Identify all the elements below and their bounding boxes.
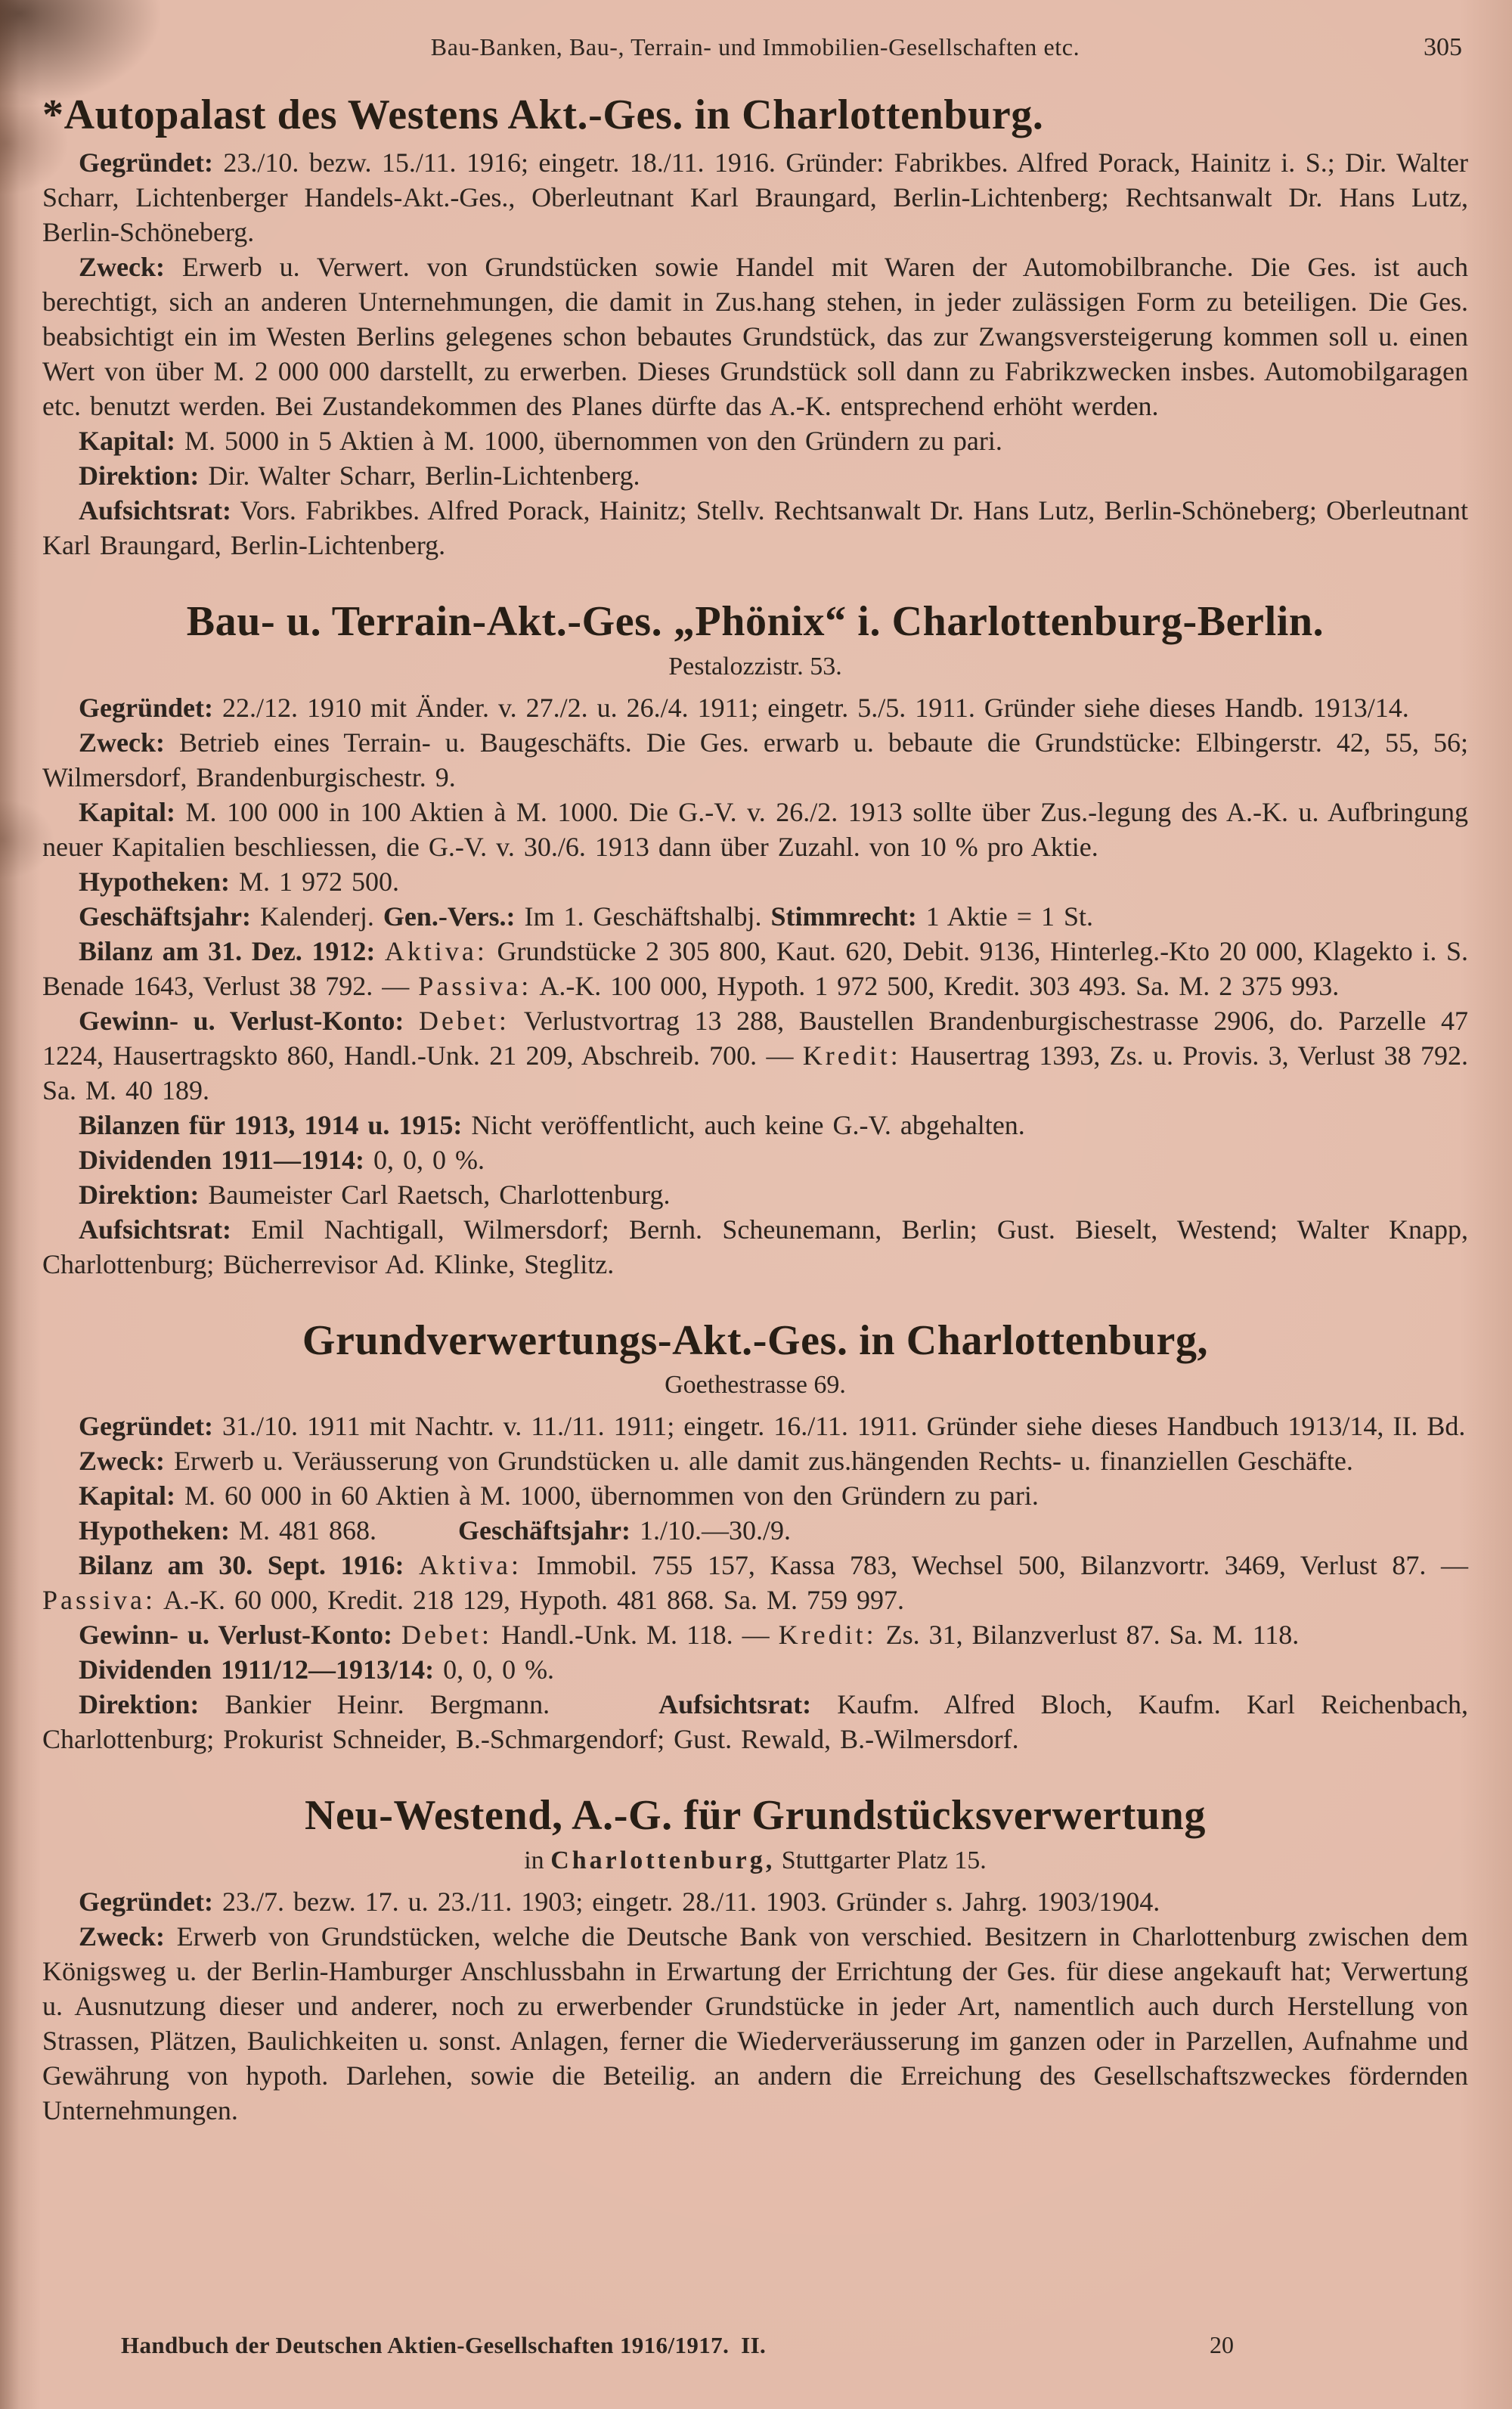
field-label: Aufsichtsrat: [79, 1214, 231, 1245]
text-run: Baumeister Carl Raetsch, Charlottenburg. [199, 1179, 671, 1210]
text-run [392, 1620, 401, 1650]
text-run: M. 481 868. [230, 1515, 459, 1546]
text-run: M. 5000 in 5 Aktien à M. 1000, übernommen von den Gründern zu pari. [175, 426, 1002, 457]
field-label: Gegründet: [79, 1886, 213, 1917]
text-run: 0, 0, 0 %. [434, 1654, 555, 1685]
text-run: Kalenderj. [250, 901, 383, 932]
text-run: Hausertrag 1393, Zs. u. Provis. 3, Verlust 38 792. Sa. M. 40 189. [42, 1040, 1468, 1105]
subfield-label: Aktiva: [384, 935, 488, 966]
text-run: 22./12. 1910 mit Änder. v. 27./2. u. 26./4. 1911; eingetr. 5./5. 1911. Gründer siehe dieses Handb. 1913/14. [212, 692, 1409, 723]
field-label: Geschäftsjahr: [458, 1515, 631, 1546]
text-run [375, 936, 385, 966]
entry-heading: *Autopalast des Westens Akt.-Ges. in Charlottenburg. [42, 91, 1044, 138]
field-label: Bilanzen für 1913, 1914 u. 1915: [79, 1109, 463, 1140]
text-run: Handl.-Unk. M. 118. — [492, 1620, 779, 1651]
text-run: Stuttgarter Platz 15. [775, 1846, 987, 1874]
field-label: Gegründet: [79, 147, 213, 178]
text-run: Nicht veröffentlicht, auch keine G.-V. abgehalten. [462, 1109, 1025, 1140]
entry-paragraph [42, 458, 1468, 493]
footer-title: Handbuch der Deutschen Aktien-Gesellschaften 1916/1917. II. [121, 2332, 767, 2358]
field-label: Direktion: [79, 1689, 200, 1720]
entry-address [42, 653, 1468, 681]
page-header [42, 33, 1468, 71]
field-label: Zweck: [79, 727, 165, 758]
text-run: Emil Nachtigall, Wilmersdorf; Bernh. Scheunemann, Berlin; Gust. Bieselt, Westend; Walter Knapp, Charlottenburg; Bücherrevisor Ad. Klinke, Steglitz. [42, 1214, 1468, 1279]
entry-paragraph [42, 934, 1468, 1003]
entry-paragraph [42, 1409, 1468, 1443]
page-number: 305 [1424, 33, 1462, 61]
company-entry-autopalast-des-westens [42, 91, 1468, 563]
entry-paragraph [42, 1003, 1468, 1108]
text-run: Erwerb u. Verwert. von Grundstücken sowie Handel mit Waren der Automobilbranche. Die Ges. ist auch berechtigt, sich an anderen Unternehmungen, die damit in Zus.hang stehen, in jeder zulässigen Form zu beteiligen. Die Ges. beabsichtigt ein im Westen Berlins gelegenes schon bebautes Grundstück, das zur Zwangsversteigerung kommen soll u. einen Wert von über M. 2 000 000 darstellt, zu erwerben. Dieses Grundstück soll dann zu Fabrikzwecken insbes. Automobilgaragen etc. benutzt werden. Bei Zustandekommen des Planes dürfte das A.-K. entsprechend erhöht werden. [42, 252, 1468, 422]
text-run: Goethestrasse 69. [665, 1371, 846, 1400]
field-label: Hypotheken: [79, 866, 231, 897]
field-label: Geschäftsjahr: [79, 901, 251, 932]
text-run: A.-K. 60 000, Kredit. 218 129, Hypoth. 481 868. Sa. M. 759 997. [156, 1585, 904, 1616]
entry-paragraph [42, 1142, 1468, 1177]
field-label: Zweck: [79, 252, 165, 283]
text-run: Zs. 31, Bilanzverlust 87. Sa. M. 118. [876, 1620, 1300, 1651]
field-label: Aufsichtsrat: [79, 495, 231, 526]
entry-paragraph [42, 899, 1468, 934]
field-label: Dividenden 1911/12—1913/14: [79, 1654, 435, 1685]
field-label: Gegründet: [79, 1411, 213, 1442]
subfield-label: Aktiva: [419, 1550, 522, 1581]
entry-paragraph [42, 1513, 1468, 1548]
entry-paragraph [42, 1212, 1468, 1282]
field-label: Aufsichtsrat: [658, 1689, 812, 1720]
field-label: Bilanz am 30. Sept. 1916: [79, 1550, 404, 1581]
entry-heading: Neu-Westend, A.-G. für Grundstücksverwertung [304, 1792, 1207, 1840]
entry-heading: Grundverwertungs-Akt.-Ges. in Charlottenburg, [302, 1316, 1209, 1364]
subfield-label: Debet: [418, 1005, 510, 1036]
text-run: A.-K. 100 000, Hypoth. 1 972 500, Kredit. 303 493. Sa. M. 2 375 993. [531, 970, 1340, 1001]
field-label: Hypotheken: [79, 1515, 231, 1546]
field-label: Stimmrecht: [770, 901, 917, 932]
text-run: Im 1. Geschäftshalbj. [515, 901, 771, 932]
field-label: Kapital: [79, 426, 176, 457]
entry-paragraph [42, 1652, 1468, 1687]
page-footer [42, 2331, 1470, 2359]
text-run: M. 100 000 in 100 Aktien à M. 1000. Die G.-V. v. 26./2. 1913 sollte über Zus.-legung des A.-K. u. Aufbringung neuer Kapitalien beschliessen, die G.-V. v. 30./6. 1913 dann über Zuzahl. von 10 % pro Aktie. [42, 796, 1468, 862]
company-entry-grundverwertungs [42, 1316, 1468, 1756]
text-run [404, 1550, 419, 1580]
running-title: Bau-Banken, Bau-, Terrain- und Immobilien-Gesellschaften etc. [430, 33, 1080, 60]
text-run: M. 60 000 in 60 Aktien à M. 1000, übernommen von den Gründern zu pari. [175, 1480, 1039, 1511]
text-run [404, 1006, 419, 1036]
text-run: in [524, 1846, 551, 1874]
text-run: 1 Aktie = 1 St. [916, 901, 1094, 932]
text-run: Verlustvortrag 13 288, Baustellen Brandenburgischestrasse 2906, do. Parzelle 47 1224, Hausertragskto 860, Handl.-Unk. 21 209, Abschreib. 700. — [42, 1005, 1469, 1071]
text-run: Kaufm. Alfred Bloch, Kaufm. Karl Reichenbach, Charlottenburg; Prokurist Schneider, B.-Schmargendorf; Gust. Rewald, B.-Wilmersdorf. [42, 1689, 1468, 1755]
field-label: Gewinn- u. Verlust-Konto: [79, 1620, 393, 1651]
field-label: Direktion: [79, 1179, 200, 1210]
text-run: M. 1 972 500. [230, 866, 400, 897]
entry-paragraph [42, 795, 1468, 864]
entry-paragraph [42, 1478, 1468, 1513]
text-run: Pestalozzistr. 53. [668, 652, 842, 681]
company-entry-phoenix [42, 597, 1468, 1281]
text-run: Erwerb von Grundstücken, welche die Deutsche Bank von verschied. Besitzern in Charlottenburg zwischen dem Königsweg u. der Berlin-Hamburger Anschlussbahn in Erwartung der Errichtung der Ges. für diese angekauft hat; Verwertung u. Ausnutzung dieser und anderer, noch zu erwerbender Grundstücke in jeder Art, namentlich auch durch Herstellung von Strassen, Plätzen, Baulichkeiten u. sonst. Anlagen, ferner die Wiederveräusserung im ganzen oder in Parzellen, Aufnahme und Gewährung von hypoth. Darlehen, sowie die Beteilig. an andern die Erreichung des Gesellschaftszweckes fördernden Unternehmungen. [42, 1921, 1468, 2125]
field-label: Gen.-Vers.: [383, 901, 516, 932]
entry-paragraph [42, 1687, 1468, 1756]
field-label: Gegründet: [79, 692, 213, 723]
entry-paragraph [42, 1617, 1468, 1652]
entry-heading: Bau- u. Terrain-Akt.-Ges. „Phönix“ i. Charlottenburg-Berlin. [186, 598, 1325, 646]
entry-paragraph [42, 1548, 1468, 1617]
company-entry-neu-westend [42, 1791, 1468, 2127]
text-run: 23./10. bezw. 15./11. 1916; eingetr. 18./11. 1916. Gründer: Fabrikbes. Alfred Porack, Hainitz i. S.; Dir. Walter Scharr, Lichtenberger Handels-Akt.-Ges., Oberleutnant Karl Braungard, Berlin-Lichtenberg; Rechtsanwalt Dr. Hans Lutz, Berlin-Schöneberg. [42, 147, 1468, 248]
text-run: Betrieb eines Terrain- u. Baugeschäfts. Die Ges. erwarb u. bebaute die Grundstücke: Elbingerstr. 42, 55, 56; Wilmersdorf, Brandenburgischestr. 9. [42, 727, 1468, 792]
text-run: Grundstücke 2 305 800, Kaut. 620, Debit. 9136, Hinterleg.-Kto 20 000, Klagekto i. S. Benade 1643, Verlust 38 792. — [42, 935, 1468, 1001]
entry-paragraph [42, 250, 1468, 423]
subfield-label: Debet: [401, 1620, 493, 1651]
entry-paragraph [42, 1443, 1468, 1478]
entry-paragraph [42, 1919, 1468, 2128]
field-label: Kapital: [79, 1480, 176, 1511]
subfield-label: Passiva: [418, 970, 532, 1001]
field-label: Gewinn- u. Verlust-Konto: [79, 1005, 404, 1036]
field-label: Direktion: [79, 460, 200, 491]
text-run: Vors. Fabrikbes. Alfred Porack, Hainitz; Stellv. Rechtsanwalt Dr. Hans Lutz, Berlin-Schöneberg; Oberleutnant Karl Braungard, Berlin-Lichtenberg. [42, 495, 1468, 561]
entry-paragraph [42, 725, 1468, 795]
text-run: Erwerb u. Veräusserung von Grundstücken u. alle damit zus.hängenden Rechts- u. finanziellen Geschäfte. [164, 1446, 1353, 1477]
text-run: Bankier Heinr. Bergmann. [199, 1689, 659, 1720]
field-label: Zweck: [79, 1921, 165, 1952]
entry-address [42, 1846, 1468, 1875]
field-label: Kapital: [79, 796, 176, 827]
field-label: Bilanz am 31. Dez. 1912: [79, 935, 376, 966]
text-run: Dir. Walter Scharr, Berlin-Lichtenberg. [199, 460, 640, 491]
field-label: Dividenden 1911—1914: [79, 1144, 365, 1175]
entry-paragraph [42, 690, 1468, 725]
text-run: Immobil. 755 157, Kassa 783, Wechsel 500, Bilanzvortr. 3469, Verlust 87. — [522, 1550, 1468, 1581]
text-run: 0, 0, 0 %. [364, 1144, 485, 1175]
entry-paragraph [42, 1884, 1468, 1919]
text-run: 23./7. bezw. 17. u. 23./11. 1903; eingetr. 28./11. 1903. Gründer s. Jahrg. 1903/1904. [212, 1886, 1160, 1917]
footer-sheet-number: 20 [1210, 2331, 1234, 2358]
entry-paragraph [42, 1108, 1468, 1142]
subfield-label: Kredit: [802, 1040, 901, 1071]
field-label: Charlottenburg, [550, 1846, 776, 1874]
entry-paragraph [42, 1177, 1468, 1212]
subfield-label: Kredit: [778, 1620, 877, 1651]
text-run: 1./10.—30./9. [631, 1515, 792, 1546]
field-label: Zweck: [79, 1446, 165, 1477]
subfield-label: Passiva: [42, 1585, 156, 1616]
text-run: 31./10. 1911 mit Nachtr. v. 11./11. 1911; eingetr. 16./11. 1911. Gründer siehe dieses Handbuch 1913/14, II. Bd. [212, 1411, 1466, 1442]
company-entries [42, 91, 1468, 2128]
entry-address [42, 1371, 1468, 1400]
entry-paragraph [42, 493, 1468, 563]
entry-paragraph [42, 423, 1468, 458]
entry-paragraph [42, 145, 1468, 250]
entry-paragraph [42, 864, 1468, 899]
